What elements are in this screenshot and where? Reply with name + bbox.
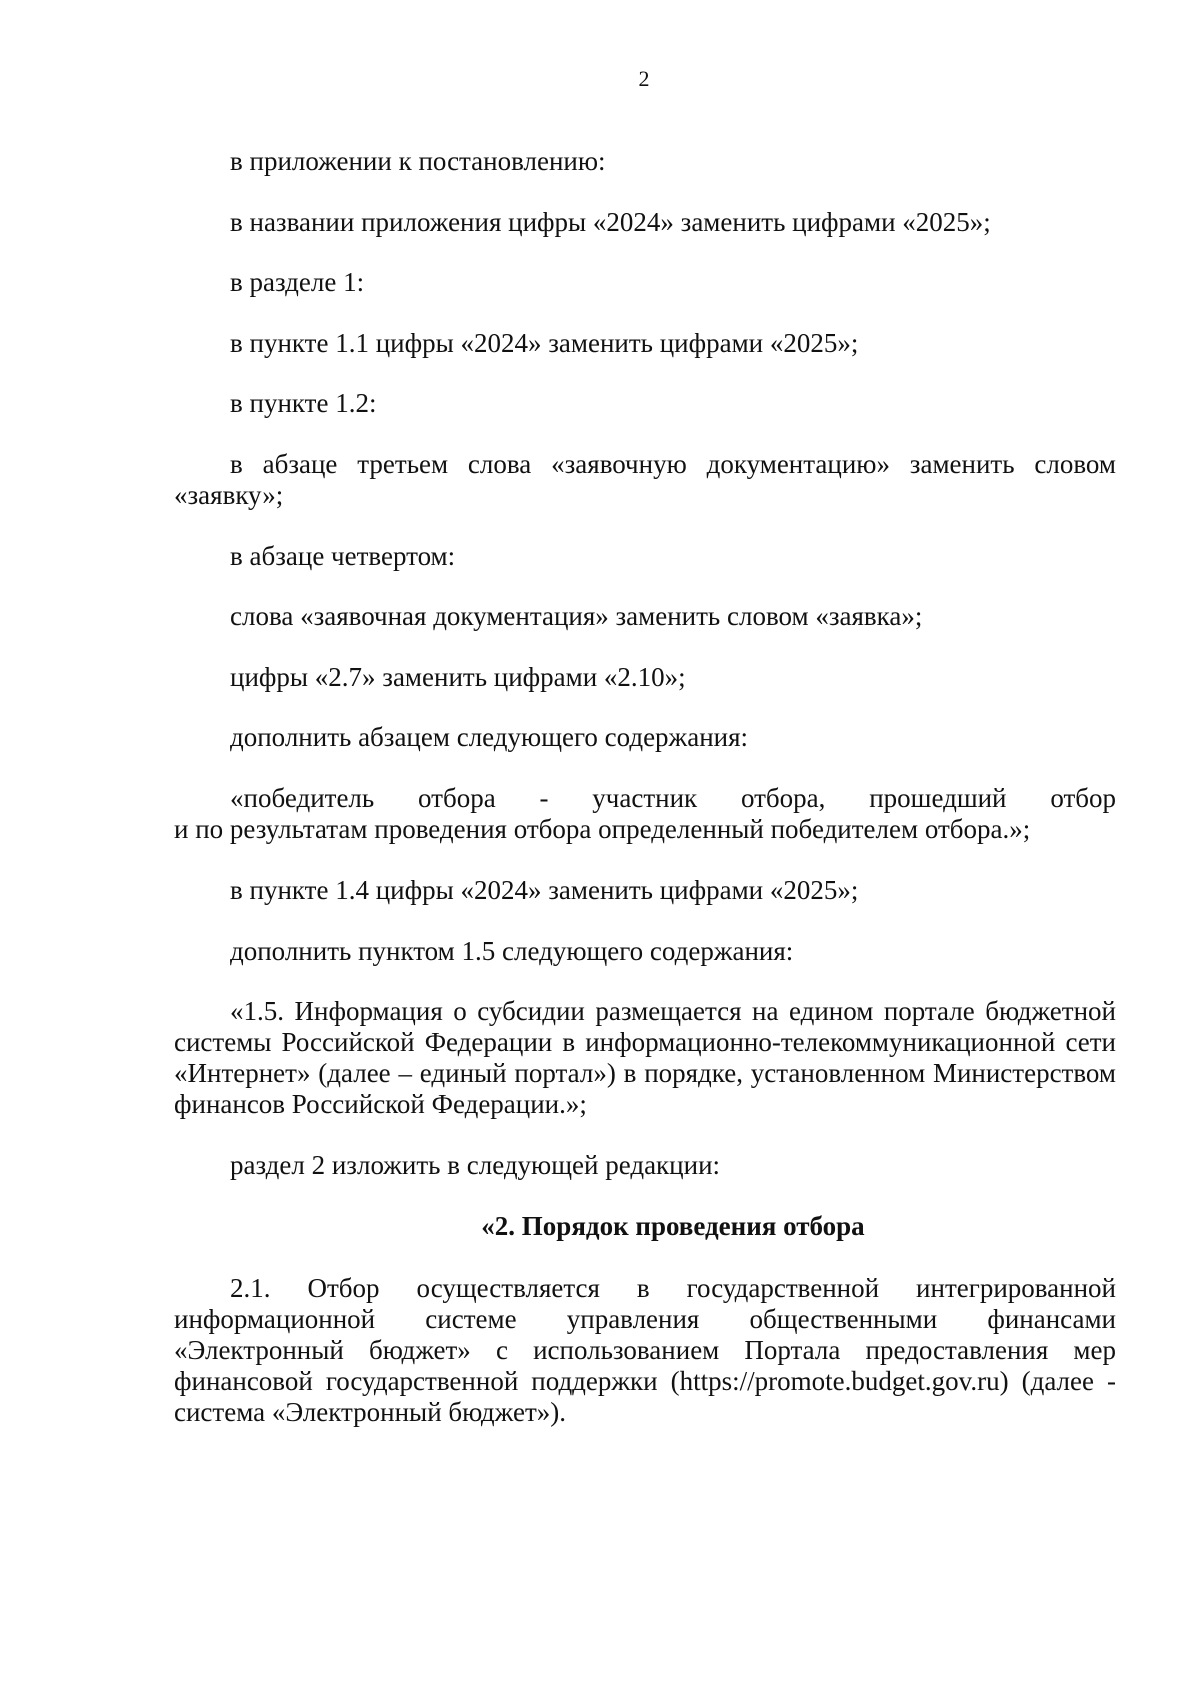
page-number: 2 bbox=[638, 66, 650, 91]
paragraph: в приложении к постановлению: bbox=[230, 146, 606, 176]
paragraph: дополнить абзацем следующего содержания: bbox=[230, 722, 749, 752]
paragraph: в названии приложения цифры «2024» заменить цифрами «2025»; bbox=[230, 207, 991, 237]
paragraph: в разделе 1: bbox=[230, 267, 365, 297]
clause-2-1: 2.1. Отбор осуществляется в государственной интегрированной информационной системе управления общественными финансами «Электронный бюджет» с использованием Портала предоставления мер финансовой государственной поддержки (https://promote.budget.gov.ru) (далее - система «Электронный бюджет»). bbox=[174, 1273, 1116, 1427]
paragraph: цифры «2.7» заменить цифрами «2.10»; bbox=[230, 662, 686, 692]
clause-1-5: «1.5. Информация о субсидии размещается на едином портале бюджетной системы Российской Федерации в информационно-телекоммуникационной сети «Интернет» (далее – единый портал») в порядке, установленном Министерством финансов Российской Федерации.»; bbox=[174, 996, 1116, 1119]
section-heading: «2. Порядок проведения отбора bbox=[481, 1211, 865, 1241]
paragraph: раздел 2 изложить в следующей редакции: bbox=[230, 1150, 721, 1180]
paragraph: в абзаце третьем слова «заявочную документацию» заменить словом «заявку»; bbox=[174, 449, 1116, 510]
paragraph: в пункте 1.4 цифры «2024» заменить цифрами «2025»; bbox=[230, 875, 859, 905]
paragraph: в пункте 1.1 цифры «2024» заменить цифрами «2025»; bbox=[230, 328, 859, 358]
paragraph: слова «заявочная документация» заменить словом «заявка»; bbox=[230, 601, 923, 631]
paragraph: в абзаце четвертом: bbox=[230, 541, 456, 571]
quoted-definition-line-2: и по результатам проведения отбора определенный победителем отбора.»; bbox=[174, 814, 1031, 844]
paragraph: дополнить пунктом 1.5 следующего содержания: bbox=[230, 936, 794, 966]
quoted-definition-line-1: «победитель отбора - участник отбора, прошедший отбор bbox=[230, 783, 1116, 813]
paragraph: в пункте 1.2: bbox=[230, 388, 377, 418]
